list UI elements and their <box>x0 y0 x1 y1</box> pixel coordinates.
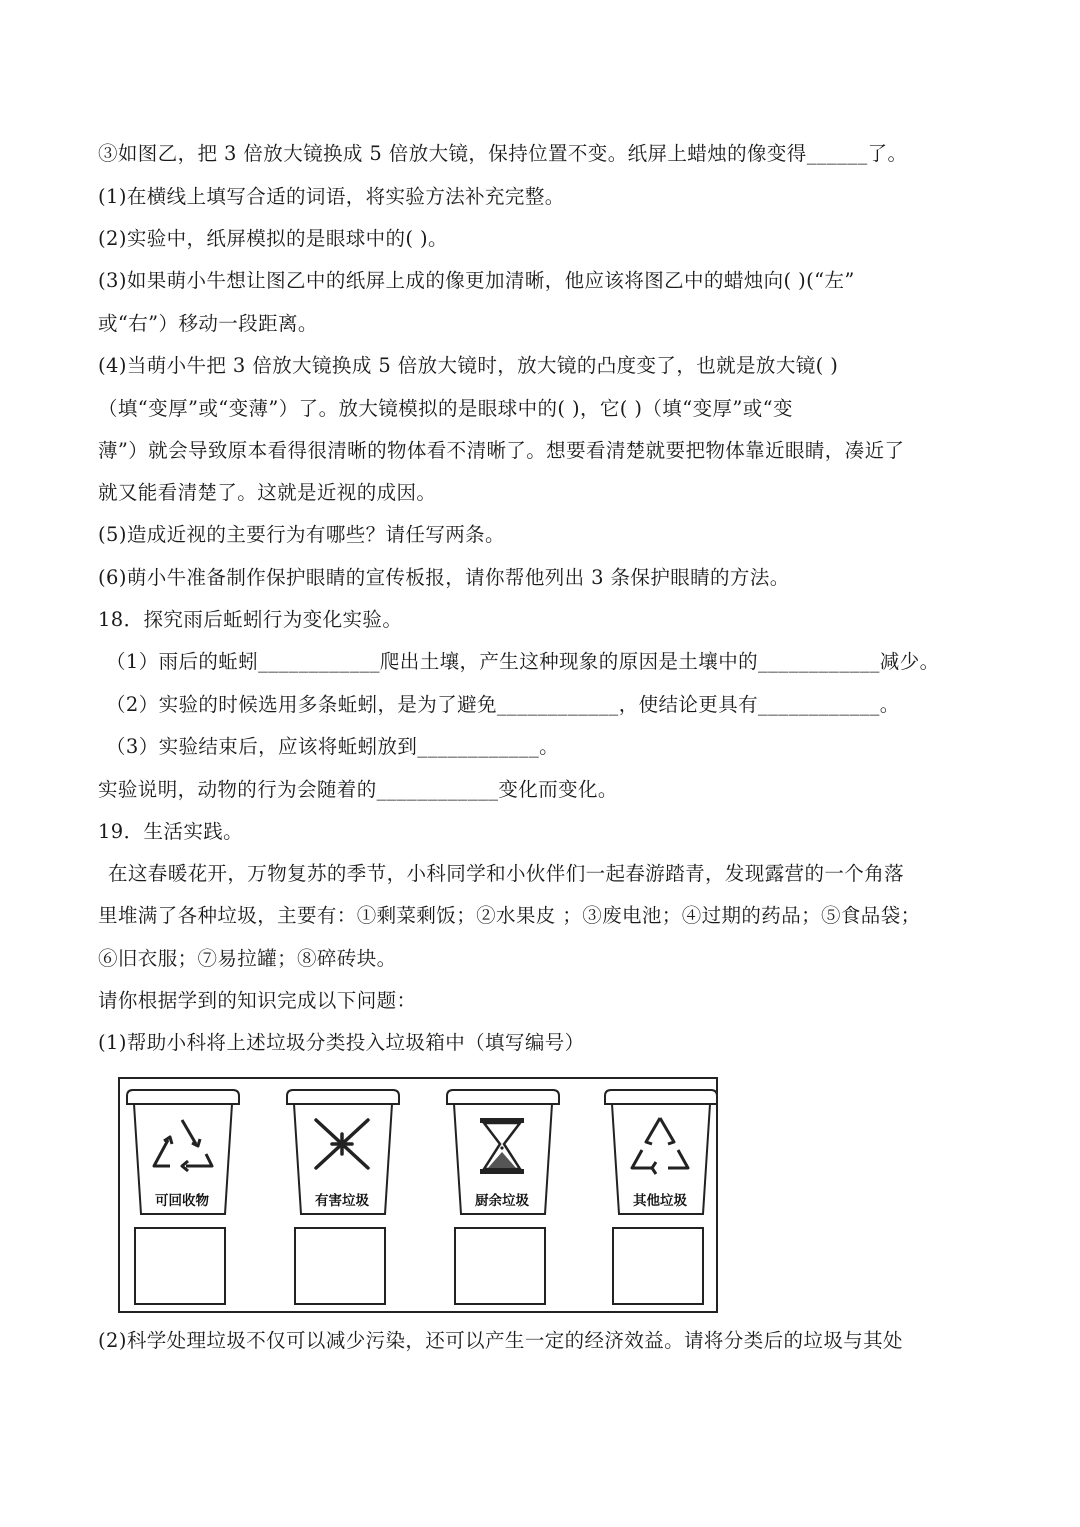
text-line: (5)造成近视的主要行为有哪些？请任写两条。 <box>98 523 505 546</box>
answer-box[interactable] <box>134 1227 226 1305</box>
text-line: （2）实验的时候选用多条蚯蚓，是为了避免____________，使结论更具有____________。 <box>106 693 900 716</box>
text-line: ③如图乙，把 3 倍放大镜换成 5 倍放大镜，保持位置不变。纸屏上蜡烛的像变得______了。 <box>98 142 908 165</box>
garbage-bins-figure <box>118 1077 718 1313</box>
bin-hazardous <box>284 1086 404 1310</box>
text-line: 里堆满了各种垃圾，主要有：①剩菜剩饭；②水果皮 ；③废电池；④过期的药品；⑤食品袋； <box>98 904 921 927</box>
bin-label: 其他垃圾 <box>633 1193 687 1209</box>
text-line: (2)科学处理垃圾不仅可以减少污染，还可以产生一定的经济效益。请将分类后的垃圾与其处 <box>98 1329 903 1352</box>
bin-other <box>602 1086 722 1310</box>
bin-kitchen <box>444 1086 564 1310</box>
answer-box[interactable] <box>454 1227 546 1305</box>
text-line: 薄”）就会导致原本看得很清晰的物体看不清晰了。想要看清楚就要把物体靠近眼睛，凑近了 <box>98 439 905 462</box>
text-line: ⑥旧衣服；⑦易拉罐；⑧碎砖块。 <box>98 947 397 970</box>
text-line: (2)实验中，纸屏模拟的是眼球中的( )。 <box>98 227 448 250</box>
text-line: (1)帮助小科将上述垃圾分类投入垃圾箱中（填写编号） <box>98 1031 585 1054</box>
bin-label: 厨余垃圾 <box>475 1193 529 1209</box>
text-line: 就又能看清楚了。这就是近视的成因。 <box>98 481 437 504</box>
text-line: (3)如果萌小牛想让图乙中的纸屏上成的像更加清晰，他应该将图乙中的蜡烛向( )(“左” <box>98 269 855 292</box>
question-heading: 18．探究雨后蚯蚓行为变化实验。 <box>98 608 403 631</box>
text-line: （3）实验结束后，应该将蚯蚓放到____________。 <box>106 735 560 758</box>
text-line: (1)在横线上填写合适的词语，将实验方法补充完整。 <box>98 185 565 208</box>
text-line: 或“右”）移动一段距离。 <box>98 312 318 335</box>
answer-box[interactable] <box>294 1227 386 1305</box>
bin-label: 可回收物 <box>155 1193 209 1209</box>
text-line: (6)萌小牛准备制作保护眼睛的宣传板报，请你帮他列出 3 条保护眼睛的方法。 <box>98 566 790 589</box>
answer-box[interactable] <box>612 1227 704 1305</box>
text-line: (4)当萌小牛把 3 倍放大镜换成 5 倍放大镜时，放大镜的凸度变了，也就是放大镜( ) <box>98 354 839 377</box>
question-heading: 19．生活实践。 <box>98 820 244 843</box>
text-line: 请你根据学到的知识完成以下问题： <box>98 989 417 1012</box>
bin-recyclable <box>124 1086 244 1310</box>
text-line: 实验说明，动物的行为会随着的____________变化而变化。 <box>98 778 618 801</box>
text-line: 在这春暖花开，万物复苏的季节，小科同学和小伙伴们一起春游踏青，发现露营的一个角落 <box>108 862 905 885</box>
text-line: （填“变厚”或“变薄”）了。放大镜模拟的是眼球中的( )，它( )（填“变厚”或“变 <box>98 397 793 420</box>
text-line: （1）雨后的蚯蚓____________爬出土壤，产生这种现象的原因是土壤中的____________减少。 <box>106 650 940 673</box>
bin-label: 有害垃圾 <box>315 1193 369 1209</box>
